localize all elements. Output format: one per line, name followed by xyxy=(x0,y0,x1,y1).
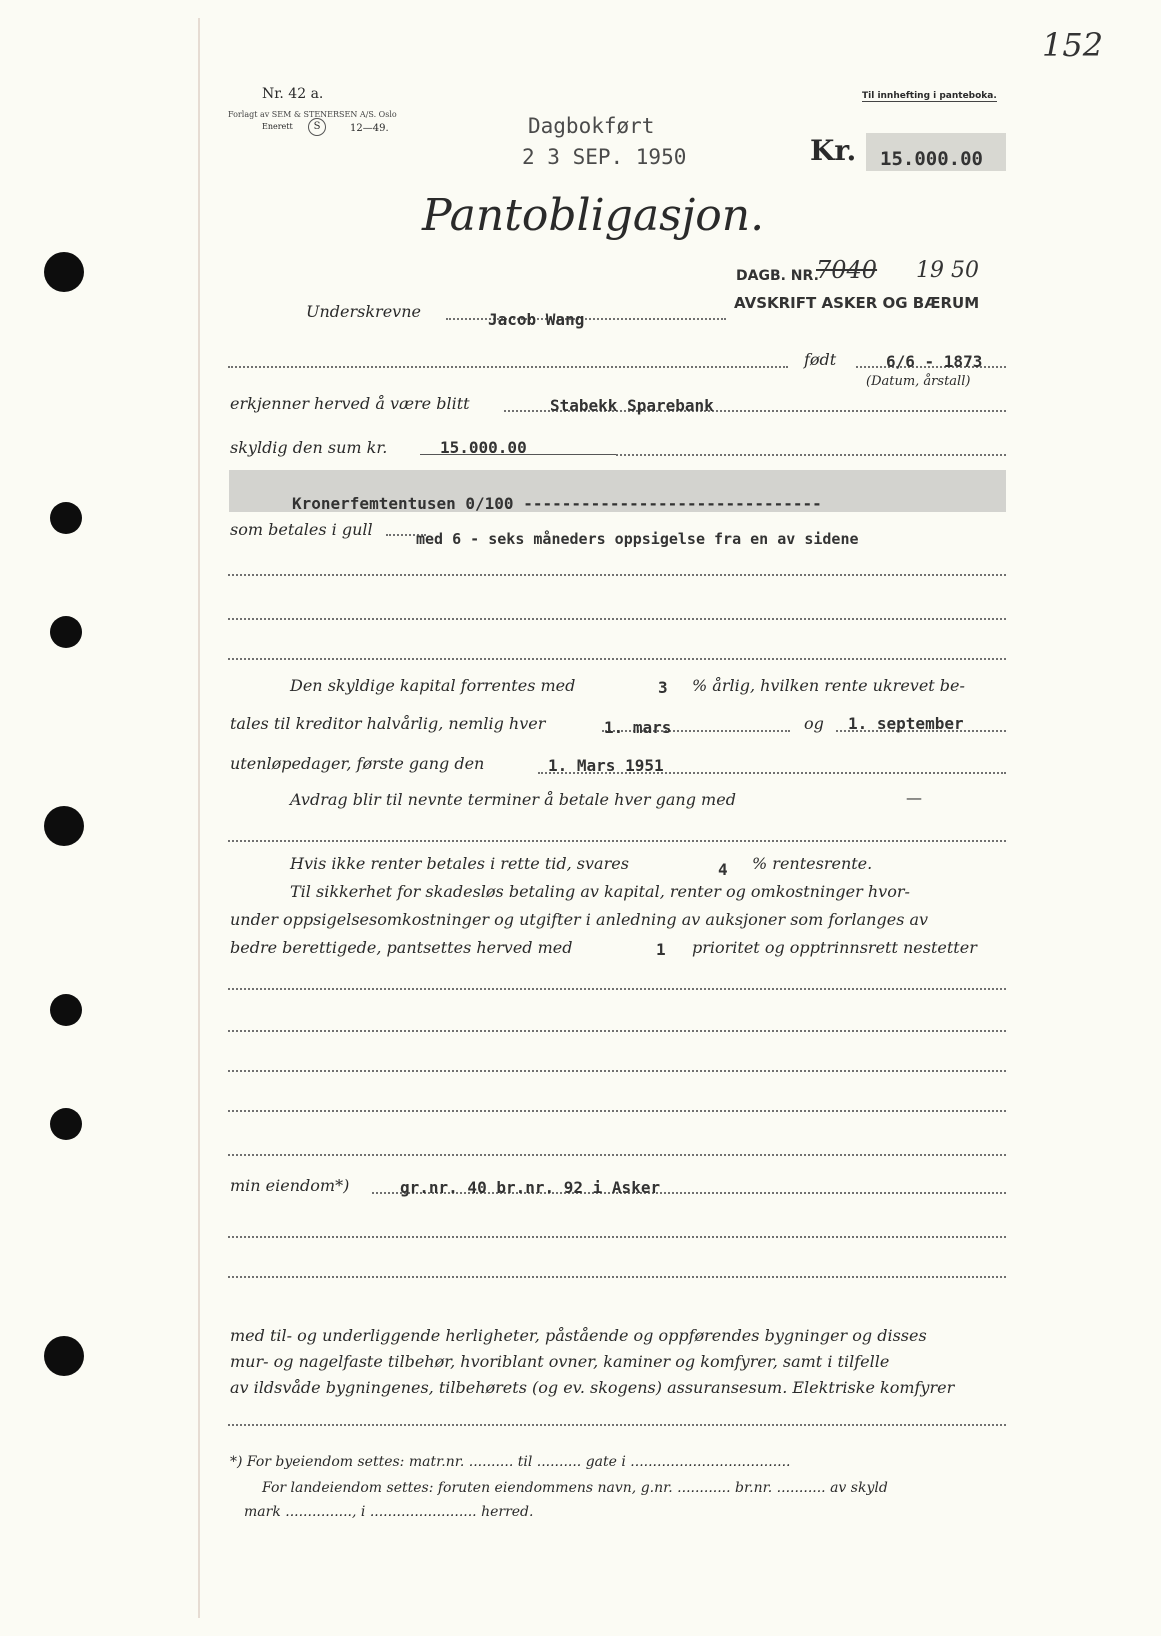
dotted-line xyxy=(228,1030,1006,1032)
punch-hole xyxy=(44,252,84,292)
punch-hole xyxy=(50,994,82,1026)
avdrag-value: — xyxy=(906,788,922,807)
page-number: 152 xyxy=(1042,26,1104,64)
dagb-nr-value: 7040 xyxy=(816,256,878,284)
amount-currency: Kr. xyxy=(810,134,857,167)
gull-value: med 6 - seks måneders oppsigelse fra en av sidene xyxy=(416,530,859,548)
dotted-line xyxy=(228,658,1006,660)
punch-hole xyxy=(50,616,82,648)
first-payment-date: 1. Mars 1951 xyxy=(548,756,664,775)
form-number: Nr. 42 a. xyxy=(262,86,324,102)
underskrevne-label: Underskrevne xyxy=(306,302,421,321)
priority-value: 1 xyxy=(656,940,666,959)
punch-hole xyxy=(44,1336,84,1376)
enerett-label: Enerett xyxy=(262,122,293,131)
security-line3-b: prioritet og opptrinnsrett nestetter xyxy=(692,938,977,957)
creditor-name: Stabekk Sparebank xyxy=(550,396,714,415)
closing-line2: mur- og nagelfaste tilbehør, hvoriblant ovner, kaminer og komfyrer, samt i tilfelle xyxy=(230,1352,890,1371)
punch-hole xyxy=(44,806,84,846)
dotted-line xyxy=(228,1276,1006,1278)
stamp-date: 2 3 SEP. 1950 xyxy=(522,145,687,169)
fodt-label: født xyxy=(804,350,837,369)
skyldig-label: skyldig den sum kr. xyxy=(230,438,388,457)
amount-value: 15.000.00 xyxy=(880,148,983,170)
default-interest-b: % rentesrente. xyxy=(752,854,873,873)
dotted-line xyxy=(228,1154,1006,1156)
default-interest-a: Hvis ikke renter betales i rette tid, svares xyxy=(290,854,629,873)
fodt-hint: (Datum, årstall) xyxy=(866,374,971,389)
security-line1: Til sikkerhet for skadesløs betaling av kapital, renter og omkostninger hvor- xyxy=(290,882,910,901)
publisher-line: Forlagt av SEM & STENERSEN A/S. Oslo xyxy=(228,110,397,119)
term-2: 1. september xyxy=(848,714,964,733)
dotted-line xyxy=(228,1110,1006,1112)
og-label: og xyxy=(804,714,824,733)
gull-label: som betales i gull xyxy=(230,520,373,539)
footnote-line1: *) For byeiendom settes: matr.nr. .......... til .......... gate i .................................... xyxy=(230,1454,791,1470)
dagbokfort-stamp: Dagbokført xyxy=(528,114,655,138)
margin-rule xyxy=(198,18,200,1618)
fodt-value: 6/6 - 1873 xyxy=(886,352,983,371)
property-label: min eiendom*) xyxy=(230,1176,350,1195)
interest-rate: 3 xyxy=(658,678,668,697)
document-title: Pantobligasjon. xyxy=(422,190,765,241)
erkjenner-label: erkjenner herved å være blitt xyxy=(230,394,470,413)
interest-line1-a: Den skyldige kapital forrentes med xyxy=(290,676,576,695)
dagb-nr-label: DAGB. NR. xyxy=(736,268,819,284)
interest-line2-a: tales til kreditor halvårlig, nemlig hver xyxy=(230,714,546,733)
dagb-nr-year: 19 50 xyxy=(916,258,979,283)
underskrevne-value: Jacob Wang xyxy=(488,310,585,329)
dotted-line xyxy=(616,454,1006,456)
term-1: 1. mars xyxy=(604,718,672,737)
footnote-line3: mark ..............., i ........................ herred. xyxy=(244,1504,534,1520)
default-interest-rate: 4 xyxy=(718,860,728,879)
security-line3-a: bedre berettigede, pantsettes herved med xyxy=(230,938,573,957)
punch-hole xyxy=(50,1108,82,1140)
interest-line3-a: utenløpedager, første gang den xyxy=(230,754,485,773)
security-line2: under oppsigelsesomkostninger og utgifter i anledning av auksjoner som forlanges av xyxy=(230,910,929,929)
dotted-line xyxy=(228,366,788,368)
dotted-line xyxy=(228,1070,1006,1072)
dotted-line xyxy=(228,1236,1006,1238)
dotted-line xyxy=(228,618,1006,620)
property-value: gr.nr. 40 br.nr. 92 i Asker xyxy=(400,1178,661,1197)
avdrag-text: Avdrag blir til nevnte terminer å betale hver gang med xyxy=(290,790,736,809)
dotted-line xyxy=(228,574,1006,576)
dotted-line xyxy=(228,1424,1006,1426)
dotted-line xyxy=(228,840,1006,842)
interest-line1-b: % årlig, hvilken rente ukrevet be- xyxy=(692,676,965,695)
avskrift-stamp: AVSKRIFT ASKER OG BÆRUM xyxy=(734,294,980,312)
form-edition: 12—49. xyxy=(350,123,389,134)
punch-hole xyxy=(50,502,82,534)
top-right-note: Til innhefting i panteboka. xyxy=(862,91,997,101)
closing-line1: med til- og underliggende herligheter, påstående og oppførendes bygninger og disses xyxy=(230,1326,927,1345)
dotted-line xyxy=(228,988,1006,990)
closing-line3: av ildsvåde bygningenes, tilbehørets (og ev. skogens) assuransesum. Elektriske komfyrer xyxy=(230,1378,955,1397)
skyldig-value: 15.000.00 xyxy=(440,438,527,457)
footnote-line2: For landeiendom settes: foruten eiendommens navn, g.nr. ............ br.nr. ........... av skyld xyxy=(262,1480,888,1496)
amount-words: Kronerfemtentusen 0/100 ------------------------------- xyxy=(292,494,822,513)
publisher-logo-icon: S xyxy=(308,118,326,136)
